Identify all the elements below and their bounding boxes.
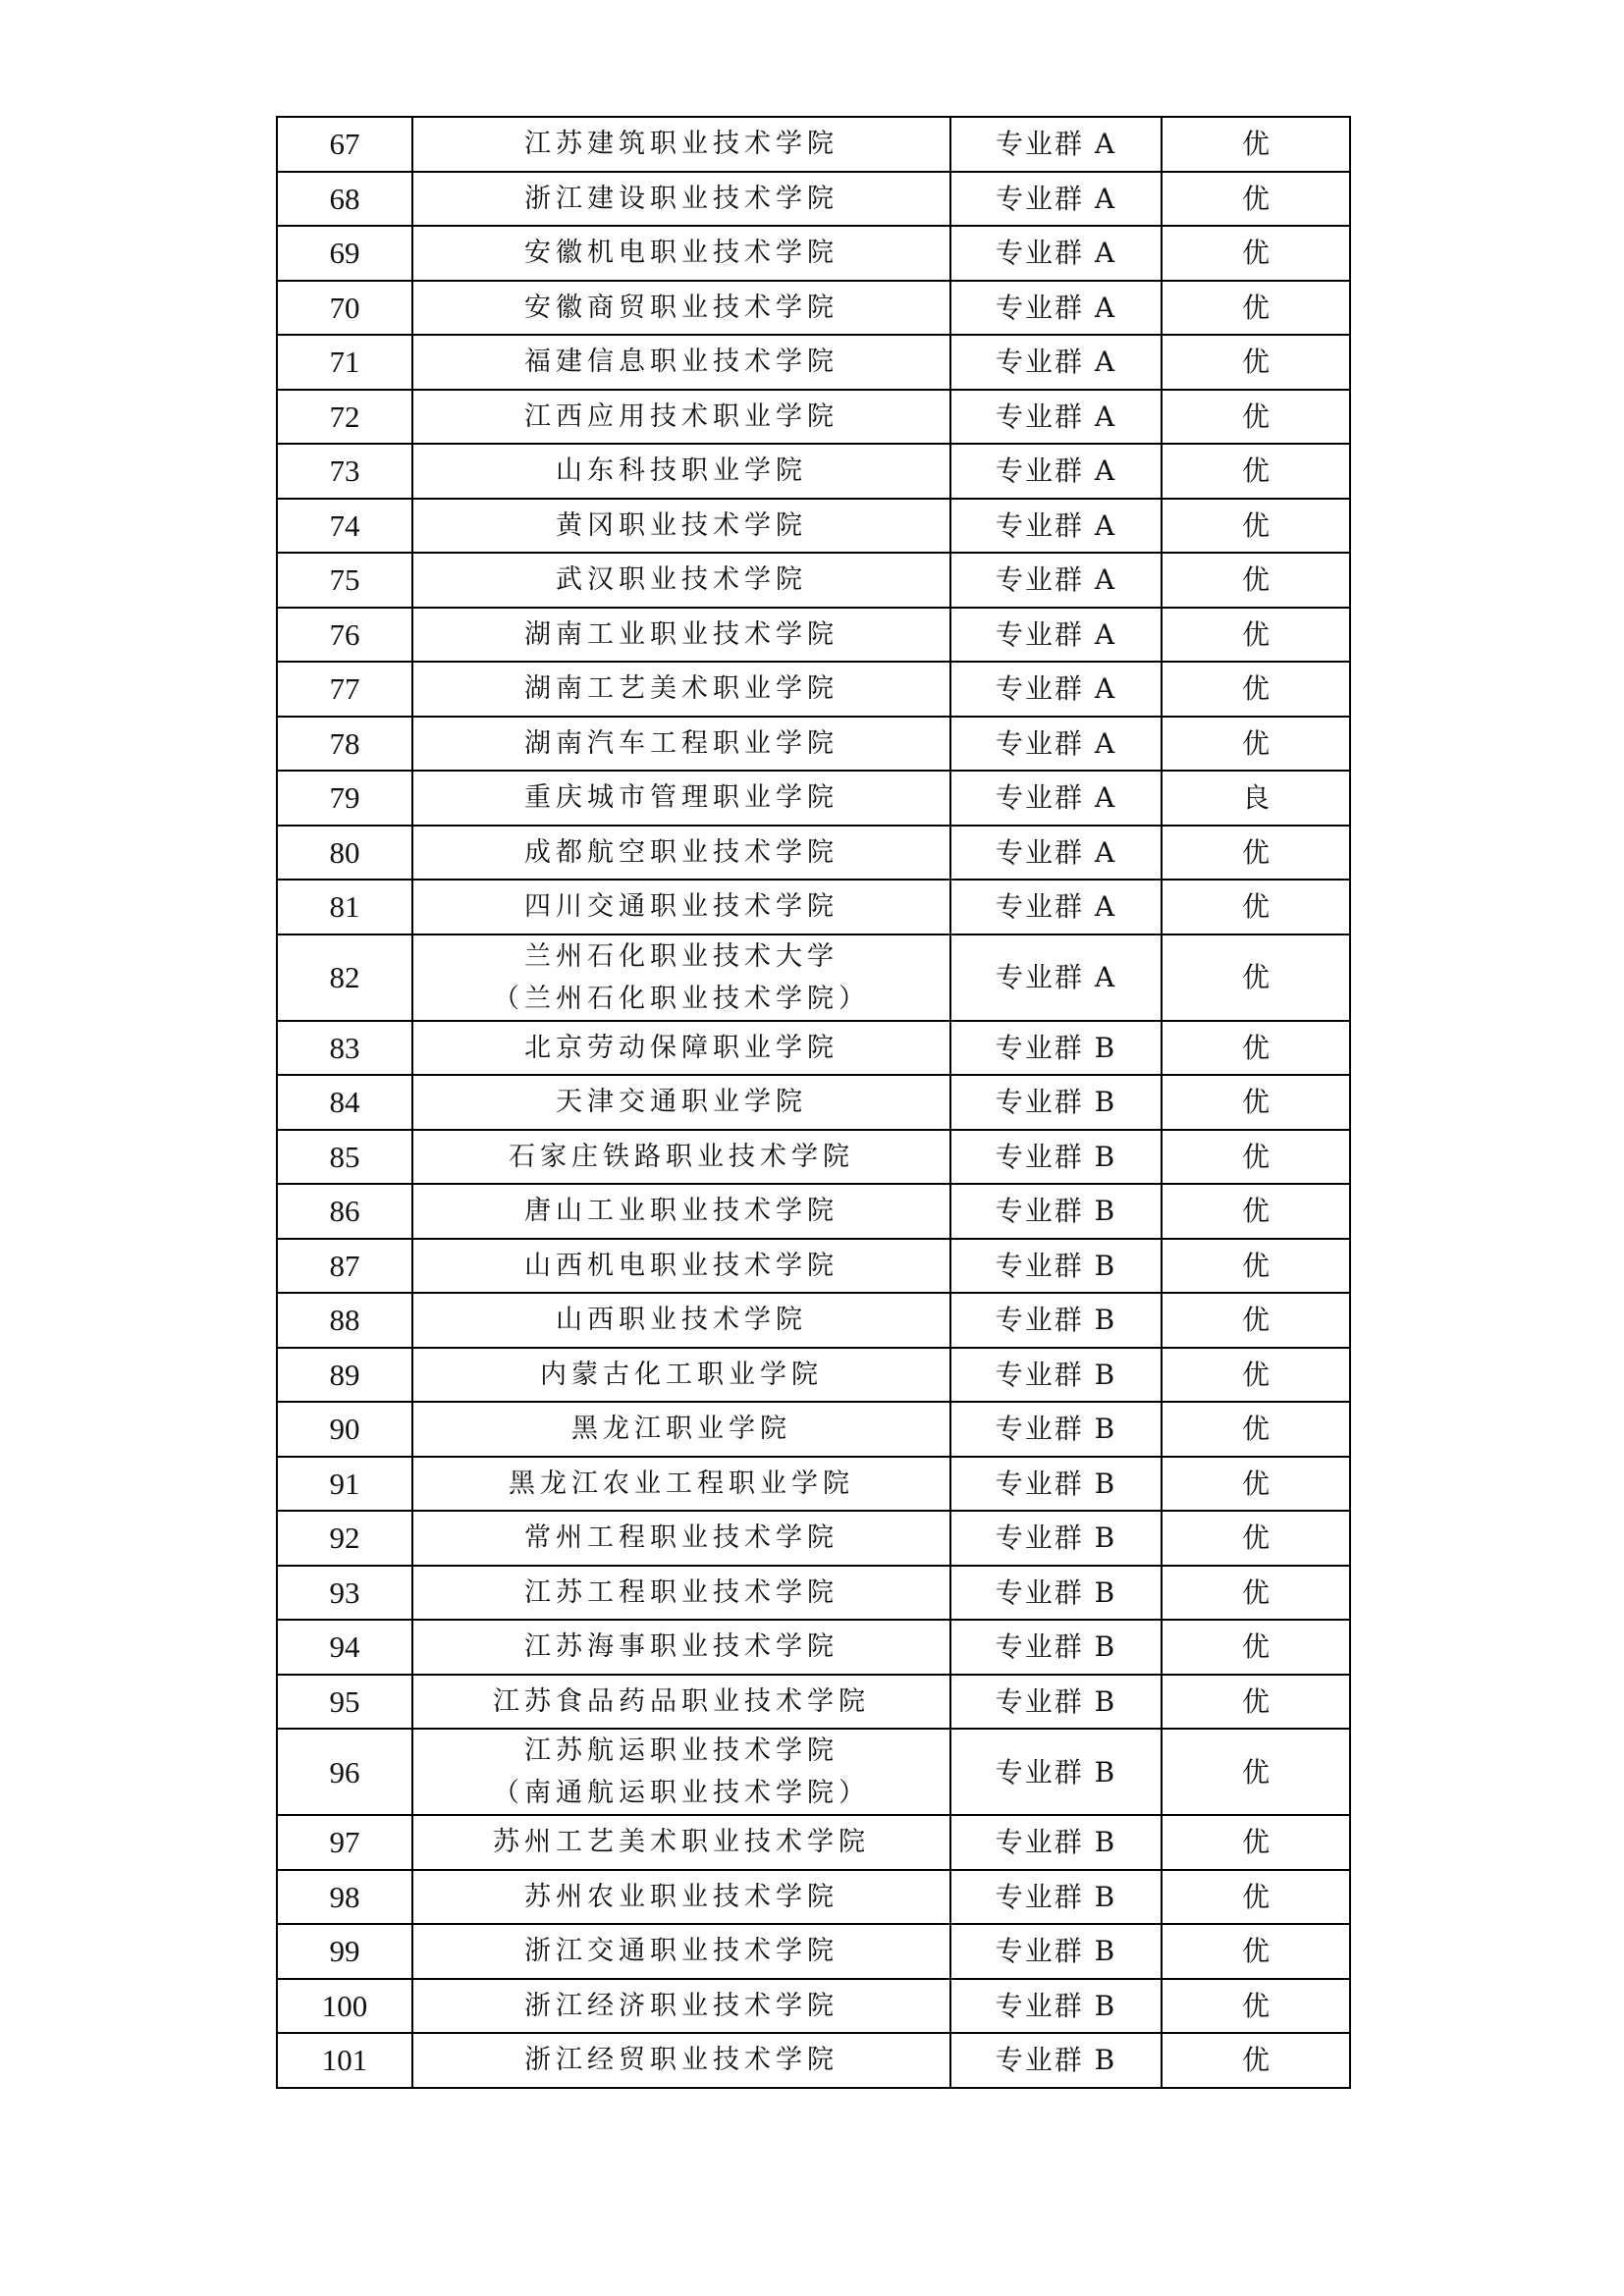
rating: 优 <box>1162 1924 1350 1979</box>
rating: 优 <box>1162 1348 1350 1403</box>
specialty-group: 专业群 B <box>950 1815 1162 1870</box>
table-row <box>277 1239 1350 1294</box>
row-number: 94 <box>277 1620 412 1675</box>
rating: 优 <box>1162 499 1350 554</box>
row-number: 91 <box>277 1457 412 1512</box>
row-number: 93 <box>277 1566 412 1621</box>
specialty-group: 专业群 A <box>950 826 1162 881</box>
specialty-group: 专业群 A <box>950 934 1162 1021</box>
institution-name-line: 常州工程职业技术学院 <box>524 1522 839 1554</box>
rating: 优 <box>1162 335 1350 390</box>
institution-name <box>412 1184 950 1239</box>
institution-name-line: 湖南工艺美术职业学院 <box>524 673 839 705</box>
table-row <box>277 1402 1350 1457</box>
institution-name-line: 山东科技职业学院 <box>556 455 807 487</box>
rating: 优 <box>1162 281 1350 336</box>
row-number: 75 <box>277 553 412 608</box>
rating: 优 <box>1162 444 1350 499</box>
institution-name <box>412 172 950 227</box>
table-row <box>277 662 1350 717</box>
institution-name <box>412 1729 950 1815</box>
specialty-group: 专业群 A <box>950 281 1162 336</box>
rating: 优 <box>1162 1457 1350 1512</box>
table-row <box>277 1729 1350 1815</box>
table-row <box>277 1979 1350 2034</box>
rating: 优 <box>1162 1815 1350 1870</box>
table-row <box>277 1457 1350 1512</box>
row-number: 70 <box>277 281 412 336</box>
institution-name <box>412 1402 950 1457</box>
table-row <box>277 1620 1350 1675</box>
institution-name <box>412 1924 950 1979</box>
table-row <box>277 826 1350 881</box>
table-row <box>277 117 1350 172</box>
specialty-group: 专业群 B <box>950 1348 1162 1403</box>
row-number: 81 <box>277 880 412 934</box>
table-row <box>277 1184 1350 1239</box>
rating: 优 <box>1162 1870 1350 1925</box>
rating: 优 <box>1162 1729 1350 1815</box>
table-row <box>277 1348 1350 1403</box>
rating: 优 <box>1162 172 1350 227</box>
rating: 优 <box>1162 1566 1350 1621</box>
rating: 优 <box>1162 117 1350 172</box>
institution-name <box>412 662 950 717</box>
table-row <box>277 1130 1350 1185</box>
rating: 优 <box>1162 826 1350 881</box>
institution-name-line: 四川交通职业技术学院 <box>524 891 839 923</box>
specialty-group: 专业群 A <box>950 553 1162 608</box>
institution-name-line: 浙江建设职业技术学院 <box>524 183 839 214</box>
rating: 优 <box>1162 717 1350 772</box>
rating: 优 <box>1162 1620 1350 1675</box>
table-row <box>277 499 1350 554</box>
institution-name <box>412 226 950 281</box>
institution-name-line: 苏州工艺美术职业技术学院 <box>493 1827 870 1858</box>
rating: 优 <box>1162 608 1350 663</box>
table-row <box>277 771 1350 826</box>
results-table-body <box>277 117 1350 2088</box>
institution-name-line: 江苏工程职业技术学院 <box>524 1576 839 1608</box>
rating: 良 <box>1162 771 1350 826</box>
table-row <box>277 1870 1350 1925</box>
institution-name-line: 江西应用技术职业学院 <box>524 400 839 432</box>
institution-name-line: 北京劳动保障职业学院 <box>524 1032 839 1063</box>
institution-name-line: 内蒙古化工职业学院 <box>540 1359 823 1390</box>
institution-name <box>412 1348 950 1403</box>
specialty-group: 专业群 A <box>950 608 1162 663</box>
institution-name-line: 山西职业技术学院 <box>556 1305 807 1336</box>
institution-name-line: 黑龙江职业学院 <box>571 1414 791 1445</box>
institution-name <box>412 934 950 1021</box>
institution-name <box>412 1239 950 1294</box>
institution-name <box>412 1021 950 1076</box>
institution-name <box>412 1675 950 1730</box>
rating: 优 <box>1162 662 1350 717</box>
row-number: 67 <box>277 117 412 172</box>
institution-name <box>412 553 950 608</box>
institution-name-line: 石家庄铁路职业技术学院 <box>509 1141 854 1172</box>
table-row <box>277 1511 1350 1566</box>
table-row <box>277 335 1350 390</box>
specialty-group: 专业群 A <box>950 444 1162 499</box>
institution-former-name: （南通航运职业技术学院） <box>493 1778 870 1808</box>
row-number: 84 <box>277 1075 412 1130</box>
table-row <box>277 1815 1350 1870</box>
table-row <box>277 1021 1350 1076</box>
institution-name-line: 湖南汽车工程职业学院 <box>524 727 839 759</box>
rating: 优 <box>1162 1130 1350 1185</box>
specialty-group: 专业群 B <box>950 1130 1162 1185</box>
specialty-group: 专业群 B <box>950 1402 1162 1457</box>
institution-name-line: 苏州农业职业技术学院 <box>524 1881 839 1912</box>
institution-name <box>412 117 950 172</box>
row-number: 85 <box>277 1130 412 1185</box>
specialty-group: 专业群 A <box>950 662 1162 717</box>
specialty-group: 专业群 B <box>950 2033 1162 2088</box>
specialty-group: 专业群 B <box>950 1729 1162 1815</box>
institution-name-line: 浙江经济职业技术学院 <box>524 1990 839 2021</box>
row-number: 95 <box>277 1675 412 1730</box>
rating: 优 <box>1162 1239 1350 1294</box>
specialty-group: 专业群 B <box>950 1511 1162 1566</box>
specialty-group: 专业群 A <box>950 226 1162 281</box>
table-row <box>277 1924 1350 1979</box>
institution-name-line: 山西机电职业技术学院 <box>524 1250 839 1281</box>
institution-name <box>412 1075 950 1130</box>
table-row <box>277 1566 1350 1621</box>
table-row <box>277 226 1350 281</box>
table-row <box>277 1075 1350 1130</box>
rating: 优 <box>1162 1184 1350 1239</box>
rating: 优 <box>1162 1979 1350 2034</box>
rating: 优 <box>1162 1402 1350 1457</box>
row-number: 96 <box>277 1729 412 1815</box>
institution-name <box>412 1979 950 2034</box>
table-row <box>277 390 1350 445</box>
institution-name <box>412 826 950 881</box>
table-row <box>277 934 1350 1021</box>
specialty-group: 专业群 A <box>950 335 1162 390</box>
table-row <box>277 281 1350 336</box>
institution-name-line: 黄冈职业技术学院 <box>556 509 807 541</box>
row-number: 80 <box>277 826 412 881</box>
institution-name <box>412 499 950 554</box>
specialty-group: 专业群 B <box>950 1239 1162 1294</box>
institution-name-line: 黑龙江农业工程职业学院 <box>509 1468 854 1499</box>
specialty-group: 专业群 B <box>950 1870 1162 1925</box>
rating: 优 <box>1162 553 1350 608</box>
row-number: 87 <box>277 1239 412 1294</box>
specialty-group: 专业群 B <box>950 1457 1162 1512</box>
table-row <box>277 2033 1350 2088</box>
institution-name <box>412 771 950 826</box>
institution-name <box>412 1511 950 1566</box>
row-number: 73 <box>277 444 412 499</box>
row-number: 69 <box>277 226 412 281</box>
row-number: 79 <box>277 771 412 826</box>
row-number: 83 <box>277 1021 412 1076</box>
specialty-group: 专业群 A <box>950 880 1162 934</box>
table-row <box>277 553 1350 608</box>
table-row <box>277 1675 1350 1730</box>
row-number: 98 <box>277 1870 412 1925</box>
institution-former-name: （兰州石化职业技术学院） <box>493 983 870 1014</box>
row-number: 82 <box>277 934 412 1021</box>
institution-name-line: 江苏航运职业技术学院 <box>524 1735 839 1766</box>
rating: 优 <box>1162 2033 1350 2088</box>
institution-name-line: 福建信息职业技术学院 <box>524 347 839 378</box>
specialty-group: 专业群 A <box>950 390 1162 445</box>
row-number: 78 <box>277 717 412 772</box>
institution-name-line: 安徽机电职业技术学院 <box>524 238 839 269</box>
institution-name <box>412 1870 950 1925</box>
table-row <box>277 444 1350 499</box>
row-number: 100 <box>277 1979 412 2034</box>
row-number: 72 <box>277 390 412 445</box>
row-number: 92 <box>277 1511 412 1566</box>
institution-name-line: 武汉职业技术学院 <box>556 564 807 596</box>
results-table <box>276 116 1351 2089</box>
institution-name-line: 江苏食品药品职业技术学院 <box>493 1685 870 1717</box>
row-number: 89 <box>277 1348 412 1403</box>
rating: 优 <box>1162 390 1350 445</box>
row-number: 101 <box>277 2033 412 2088</box>
table-row <box>277 880 1350 934</box>
specialty-group: 专业群 B <box>950 1924 1162 1979</box>
institution-name <box>412 444 950 499</box>
specialty-group: 专业群 A <box>950 771 1162 826</box>
institution-name <box>412 281 950 336</box>
specialty-group: 专业群 B <box>950 1075 1162 1130</box>
institution-name <box>412 608 950 663</box>
table-row <box>277 1293 1350 1348</box>
rating: 优 <box>1162 1293 1350 1348</box>
institution-name-line: 安徽商贸职业技术学院 <box>524 292 839 323</box>
table-row <box>277 717 1350 772</box>
specialty-group: 专业群 B <box>950 1675 1162 1730</box>
rating: 优 <box>1162 934 1350 1021</box>
specialty-group: 专业群 B <box>950 1293 1162 1348</box>
institution-name-line: 天津交通职业学院 <box>556 1087 807 1118</box>
institution-name <box>412 717 950 772</box>
row-number: 97 <box>277 1815 412 1870</box>
specialty-group: 专业群 B <box>950 1021 1162 1076</box>
table-row <box>277 608 1350 663</box>
rating: 优 <box>1162 880 1350 934</box>
rating: 优 <box>1162 226 1350 281</box>
specialty-group: 专业群 B <box>950 1620 1162 1675</box>
institution-name <box>412 1620 950 1675</box>
institution-name-line: 重庆城市管理职业学院 <box>524 782 839 814</box>
institution-name-line: 浙江经贸职业技术学院 <box>524 2045 839 2076</box>
row-number: 71 <box>277 335 412 390</box>
row-number: 76 <box>277 608 412 663</box>
row-number: 86 <box>277 1184 412 1239</box>
institution-name-line: 浙江交通职业技术学院 <box>524 1936 839 1967</box>
institution-name <box>412 1293 950 1348</box>
institution-name-line: 兰州石化职业技术大学 <box>524 940 839 972</box>
institution-name <box>412 1566 950 1621</box>
institution-name-line: 湖南工业职业技术学院 <box>524 618 839 650</box>
rating: 优 <box>1162 1021 1350 1076</box>
institution-name-line: 成都航空职业技术学院 <box>524 836 839 868</box>
table-row <box>277 172 1350 227</box>
row-number: 68 <box>277 172 412 227</box>
institution-name-line: 江苏海事职业技术学院 <box>524 1631 839 1663</box>
row-number: 88 <box>277 1293 412 1348</box>
institution-name <box>412 1815 950 1870</box>
row-number: 99 <box>277 1924 412 1979</box>
specialty-group: 专业群 A <box>950 172 1162 227</box>
institution-name <box>412 335 950 390</box>
specialty-group: 专业群 B <box>950 1979 1162 2034</box>
specialty-group: 专业群 A <box>950 717 1162 772</box>
row-number: 90 <box>277 1402 412 1457</box>
rating: 优 <box>1162 1075 1350 1130</box>
specialty-group: 专业群 B <box>950 1184 1162 1239</box>
specialty-group: 专业群 A <box>950 117 1162 172</box>
rating: 优 <box>1162 1511 1350 1566</box>
institution-name <box>412 2033 950 2088</box>
institution-name <box>412 1130 950 1185</box>
rating: 优 <box>1162 1675 1350 1730</box>
specialty-group: 专业群 A <box>950 499 1162 554</box>
institution-name-line: 江苏建筑职业技术学院 <box>524 129 839 160</box>
row-number: 77 <box>277 662 412 717</box>
specialty-group: 专业群 B <box>950 1566 1162 1621</box>
institution-name-line: 唐山工业职业技术学院 <box>524 1196 839 1227</box>
row-number: 74 <box>277 499 412 554</box>
institution-name <box>412 1457 950 1512</box>
institution-name <box>412 880 950 934</box>
institution-name <box>412 390 950 445</box>
